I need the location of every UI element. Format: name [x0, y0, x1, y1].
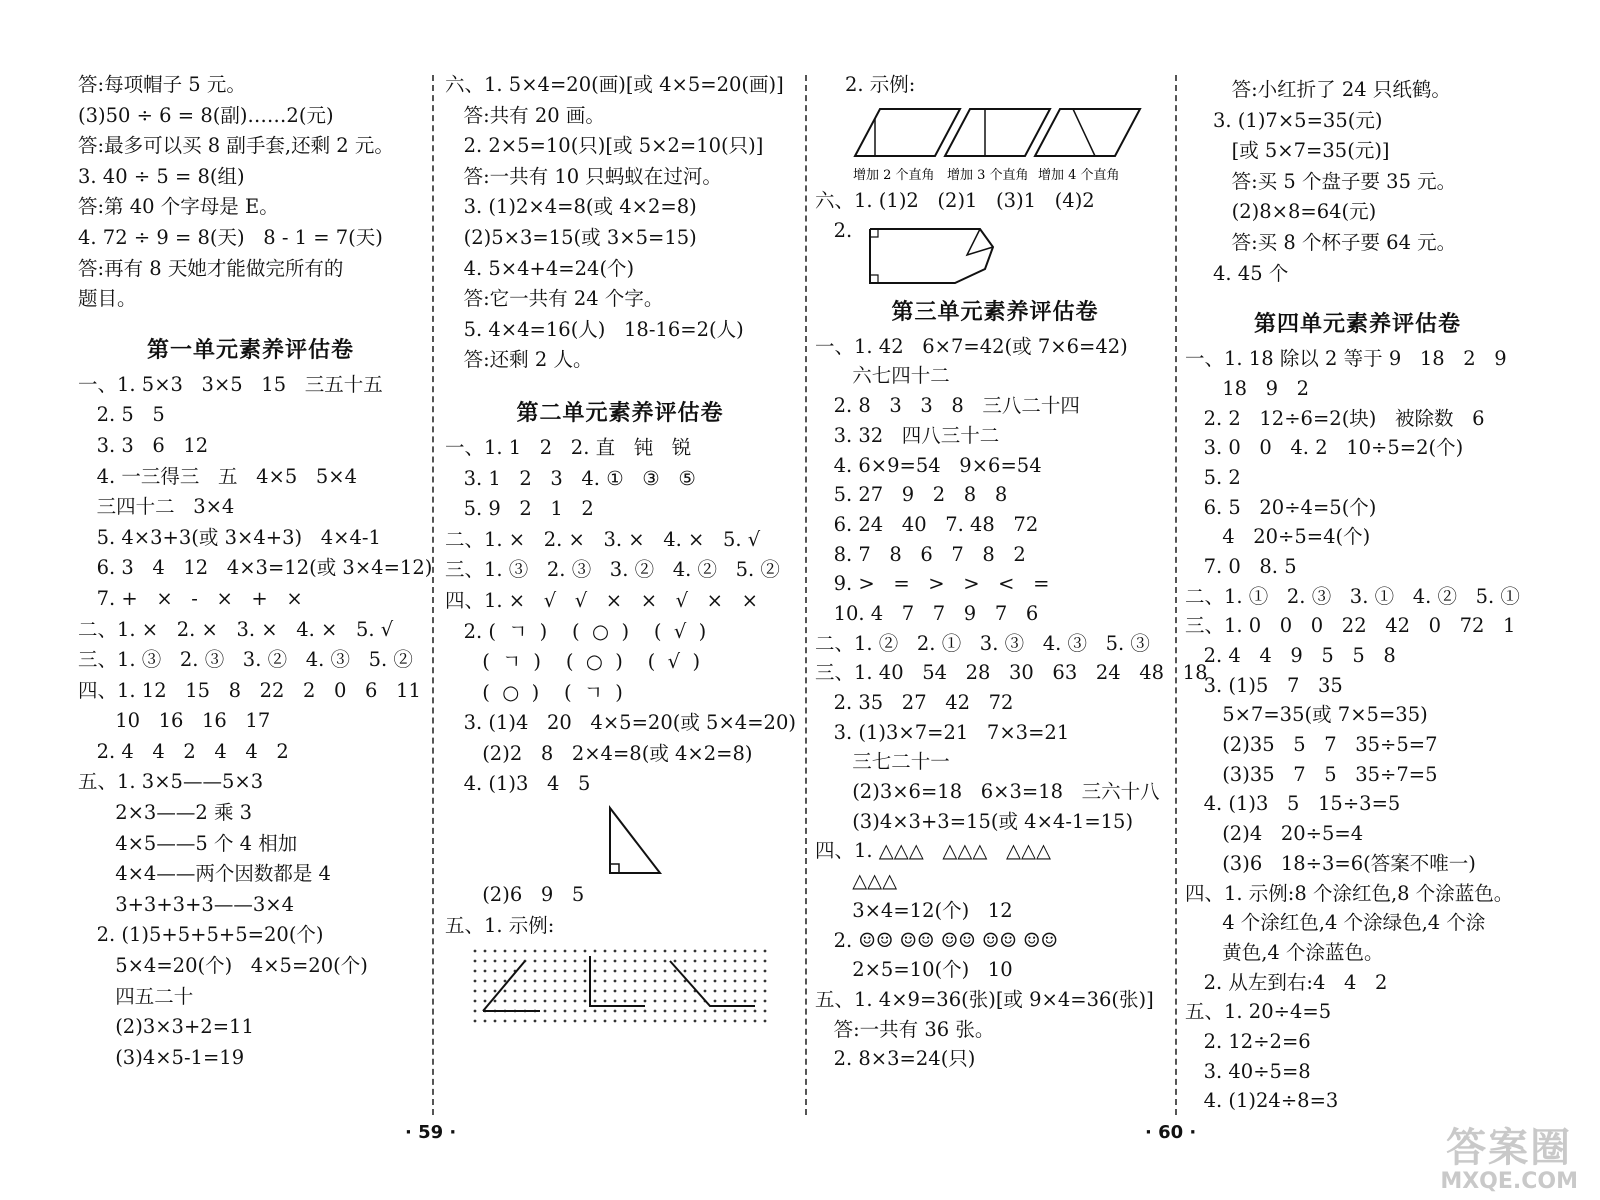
page-number: · 59 · — [405, 1122, 457, 1143]
section-heading-unit-4: 第四单元素养评估卷 — [1253, 312, 1461, 338]
answer-line: 一、1. 42 6×7=42(或 7×6=42) — [815, 334, 1128, 358]
answer-line: 5. 27 9 2 8 8 — [815, 483, 1008, 507]
answer-line: (3)4×5-1=19 — [78, 1045, 245, 1069]
answer-line: 2. 5 5 — [78, 403, 165, 427]
page-60 — [800, 0, 1600, 1200]
answer-line: 2. 35 27 42 72 — [815, 691, 1014, 715]
column-divider — [432, 75, 434, 1115]
watermark-text: 答案圈 — [1446, 1125, 1573, 1171]
answer-line: 2. 12÷2=6 — [1185, 1029, 1311, 1053]
answer-line: 四、1. 12 15 8 22 2 0 6 11 — [78, 678, 421, 702]
figure-label: 增加 4 个直角 — [1038, 167, 1120, 183]
answer-line: 3. (1)5 7 35 — [1185, 673, 1343, 697]
answer-line: 4 个涂红色,4 个涂绿色,4 个涂 — [1185, 911, 1486, 935]
section-heading-unit-2: 第二单元素养评估卷 — [516, 400, 724, 426]
answer-line: 7. 0 8. 5 — [1185, 554, 1297, 578]
answer-block — [78, 70, 423, 315]
column-4 — [1185, 75, 1530, 1116]
answer-line: 2. ☺☺ ☺☺ ☺☺ ☺☺ ☺☺ — [815, 928, 1059, 952]
page-number: · 60 · — [1145, 1122, 1197, 1143]
answer-line: 答:最多可以买 8 副手套,还剩 2 元。 — [78, 134, 394, 158]
section-heading-unit-3: 第三单元素养评估卷 — [891, 299, 1099, 325]
answer-line: 三、1. 40 54 28 30 63 24 48 18 — [815, 661, 1208, 685]
answer-line: 4 20÷5=4(个) — [1185, 525, 1371, 549]
figure-label: 增加 2 个直角 — [853, 167, 935, 183]
answer-line: 5. 4×4=16(人) 18-16=2(人) — [445, 317, 744, 341]
answer-line: 7. + × - × + × — [78, 586, 303, 610]
answer-line: 黄色,4 个涂蓝色。 — [1185, 940, 1384, 964]
answer-line: 二、1. × 2. × 3. × 4. × 5. √ — [78, 617, 394, 641]
answer-line: (2)6 9 5 — [445, 883, 585, 907]
answer-line: 四、1. △△△ △△△ △△△ — [815, 839, 1051, 863]
answer-line: (3)4×3+3=15(或 4×4-1=15) — [815, 809, 1134, 833]
right-triangle-figure — [445, 800, 795, 880]
answer-line: 4. 5×4+4=24(个) — [445, 256, 635, 280]
answer-line: 2. 示例: — [845, 73, 916, 96]
answer-line: 一、1. 5×3 3×5 15 三五十五 — [78, 372, 383, 396]
answer-line: 4. 45 个 — [1213, 261, 1289, 285]
answer-line: (2)35 5 7 35÷5=7 — [1185, 733, 1438, 757]
answer-line: 3. 0 0 4. 2 10÷5=2(个) — [1185, 436, 1464, 460]
watermark-logo — [1440, 1116, 1578, 1194]
answer-line: 2×3——2 乘 3 — [78, 801, 253, 825]
answer-line: (2)2 8 2×4=8(或 4×2=8) — [445, 741, 753, 765]
answer-line: [或 5×7=35(元)] — [1213, 139, 1390, 163]
section-heading-unit-1: 第一单元素养评估卷 — [146, 337, 354, 363]
parallelogram-figures — [815, 101, 1175, 186]
answer-line: 三、1. ③ 2. ③ 3. ② 4. ② 5. ② — [445, 558, 780, 582]
answer-line: 三、1. 0 0 0 22 42 0 72 1 — [1185, 614, 1516, 638]
answer-line: 2. 从左到右:4 4 2 — [1185, 970, 1388, 994]
answer-line: 5×7=35(或 7×5=35) — [1185, 703, 1428, 727]
answer-line: 六、1. 5×4=20(画)[或 4×5=20(画)] — [445, 73, 784, 96]
answer-line: 四、1. × √ √ × × √ × × — [445, 588, 758, 612]
answer-line: 6. 5 20÷4=5(个) — [1185, 495, 1377, 519]
answer-line: (2)3×6=18 6×3=18 三六十八 — [815, 780, 1160, 804]
answer-line: 3. 32 四八三十二 — [815, 423, 1000, 447]
answer-line: 五、1. 示例: — [445, 913, 555, 937]
answer-line: 2. 2 12÷6=2(块) 被除数 6 — [1185, 406, 1485, 430]
answer-line: (2)8×8=64(元) — [1213, 200, 1377, 224]
answer-line: 8. 7 8 6 7 8 2 — [815, 542, 1026, 566]
answer-line: 3. 3 6 12 — [78, 433, 209, 457]
answer-line: 4×4——两个因数都是 4 — [78, 862, 331, 886]
answer-line: 一、1. 18 除以 2 等于 9 18 2 9 — [1185, 347, 1507, 371]
answer-line: 10. 4 7 7 9 7 6 — [815, 601, 1039, 625]
answer-line: 3×4=12(个) 12 — [815, 898, 1013, 922]
answer-line: 4×5——5 个 4 相加 — [78, 831, 298, 855]
answer-line: 2. 4 4 2 4 4 2 — [78, 739, 289, 763]
column-3 — [815, 70, 1208, 1074]
answer-line: 一、1. 1 2 2. 直 钝 锐 — [445, 435, 692, 459]
answer-line: 答:每项帽子 5 元。 — [78, 73, 246, 96]
answer-line: 4. 一三得三 五 4×5 5×4 — [78, 464, 357, 488]
answer-line: 三七二十一 — [815, 750, 950, 774]
answer-line: 答:小红折了 24 只纸鹤。 — [1213, 78, 1451, 101]
answer-line: 2. ( ㄱ ) ( ○ ) ( √ ) — [445, 619, 707, 643]
answer-line: 9. > = > > < = — [815, 572, 1050, 596]
answer-line: 5×4=20(个) 4×5=20(个) — [78, 954, 368, 978]
figure-label: 增加 3 个直角 — [947, 167, 1029, 183]
answer-line: 4. 72 ÷ 9 = 8(天) 8 - 1 = 7(天) — [78, 225, 383, 249]
answer-line: 4. (1)24÷8=3 — [1185, 1089, 1339, 1113]
answer-line: 3. 40 ÷ 5 = 8(组) — [78, 164, 245, 188]
answer-line: 答:买 8 个杯子要 64 元。 — [1213, 230, 1457, 254]
answer-line: 答:一共有 10 只蚂蚁在过河。 — [445, 164, 722, 188]
answer-line: 三四十二 3×4 — [78, 495, 235, 519]
answer-block — [445, 880, 795, 941]
answer-line: 2. — [815, 219, 853, 243]
answer-line: (2)3×3+2=11 — [78, 1015, 254, 1039]
answer-line: 10 16 16 17 — [78, 709, 271, 733]
answer-line: 答:买 5 个盘子要 35 元。 — [1213, 169, 1457, 193]
answer-line: 5. 9 2 1 2 — [445, 497, 594, 521]
answer-line: 2. 8×3=24(只) — [815, 1047, 976, 1071]
answer-line: 二、1. ② 2. ① 3. ③ 4. ③ 5. ③ — [815, 631, 1150, 655]
answer-line: 18 9 2 — [1185, 376, 1310, 400]
answer-block — [815, 332, 1208, 1074]
answer-line: 答:一共有 36 张。 — [815, 1017, 995, 1041]
answer-line: 3. (1)4 20 4×5=20(或 5×4=20) — [445, 711, 796, 735]
answer-line: (3)6 18÷3=6(答案不唯一) — [1185, 851, 1476, 875]
dot-grid-figure — [445, 941, 795, 1031]
answer-line: 5. 4×3+3(或 3×4+3) 4×4-1 — [78, 525, 381, 549]
answer-line: 6. 3 4 12 4×3=12(或 3×4=12) — [78, 556, 433, 580]
answer-line: 4. (1)3 5 15÷3=5 — [1185, 792, 1401, 816]
answer-block — [78, 370, 433, 1074]
answer-line: 2. 4 4 9 5 5 8 — [1185, 644, 1396, 668]
answer-line: 三、1. ③ 2. ③ 3. ② 4. ③ 5. ② — [78, 648, 413, 672]
answer-line: △△△ — [815, 869, 898, 893]
column-2 — [445, 70, 795, 1031]
answer-line: 2. 8 3 3 8 三八二十四 — [815, 394, 1080, 418]
answer-line: (3)35 7 5 35÷7=5 — [1185, 762, 1438, 786]
answer-line: 答:再有 8 天她才能做完所有的 — [78, 256, 344, 280]
answer-line: 4. (1)3 4 5 — [445, 772, 591, 796]
answer-line: 四五二十 — [78, 984, 194, 1008]
answer-line: 二、1. × 2. × 3. × 4. × 5. √ — [445, 527, 761, 551]
answer-line: (3)50 ÷ 6 = 8(副)……2(元) — [78, 103, 334, 127]
answer-line: 答:共有 20 画。 — [445, 103, 605, 127]
answer-line: 3. 40÷5=8 — [1185, 1059, 1311, 1083]
column-divider — [1175, 75, 1177, 1115]
page-divider — [805, 75, 807, 1115]
answer-line: 4. 6×9=54 9×6=54 — [815, 453, 1042, 477]
answer-line: 3. (1)3×7=21 7×3=21 — [815, 720, 1070, 744]
answer-block — [445, 433, 795, 800]
answer-line: 3. (1)7×5=35(元) — [1213, 108, 1383, 132]
answer-line: 2×5=10(个) 10 — [815, 958, 1013, 982]
answer-line: 3. (1)2×4=8(或 4×2=8) — [445, 195, 697, 219]
answer-line: 题目。 — [78, 287, 137, 311]
answer-line: 六、1. (1)2 (2)1 (3)1 (4)2 — [815, 188, 1095, 212]
answer-line: 二、1. ① 2. ③ 3. ① 4. ② 5. ① — [1185, 584, 1520, 608]
answer-line: 答:第 40 个字母是 E。 — [78, 195, 279, 219]
watermark-url: MXQE.COM — [1440, 1169, 1578, 1194]
answer-line: 五、1. 4×9=36(张)[或 9×4=36(张)] — [815, 987, 1154, 1011]
answer-line: 2. 2×5=10(只)[或 5×2=10(只)] — [445, 134, 764, 158]
answer-line: ( ㄱ ) ( ○ ) ( √ ) — [445, 650, 701, 674]
answer-line: 六七四十二 — [815, 364, 950, 388]
answer-line: 五、1. 20÷4=5 — [1185, 1000, 1332, 1024]
answer-line: 3+3+3+3——3×4 — [78, 892, 294, 916]
answer-line: 答:还剩 2 人。 — [445, 348, 593, 372]
answer-line: 5. 2 — [1185, 465, 1241, 489]
answer-line: 答:它一共有 24 个字。 — [445, 287, 664, 311]
column-1 — [78, 70, 433, 1073]
answer-line: 3. 1 2 3 4. ① ③ ⑤ — [445, 466, 696, 490]
answer-line: 6. 24 40 7. 48 72 — [815, 512, 1039, 536]
answer-block — [1185, 75, 1530, 289]
answer-line: 四、1. 示例:8 个涂红色,8 个涂蓝色。 — [1185, 881, 1514, 905]
answer-block — [815, 70, 1175, 101]
answer-block — [445, 70, 795, 376]
answer-line: (2)4 20÷5=4 — [1185, 822, 1364, 846]
answer-line: (2)5×3=15(或 3×5=15) — [445, 225, 697, 249]
answer-line: 2. (1)5+5+5+5=20(个) — [78, 923, 324, 947]
answer-line: ( ○ ) ( ㄱ ) — [445, 680, 623, 704]
answer-block — [1185, 344, 1530, 1116]
answer-line: 五、1. 3×5——5×3 — [78, 770, 264, 794]
folded-rectangle-figure — [815, 225, 1175, 285]
